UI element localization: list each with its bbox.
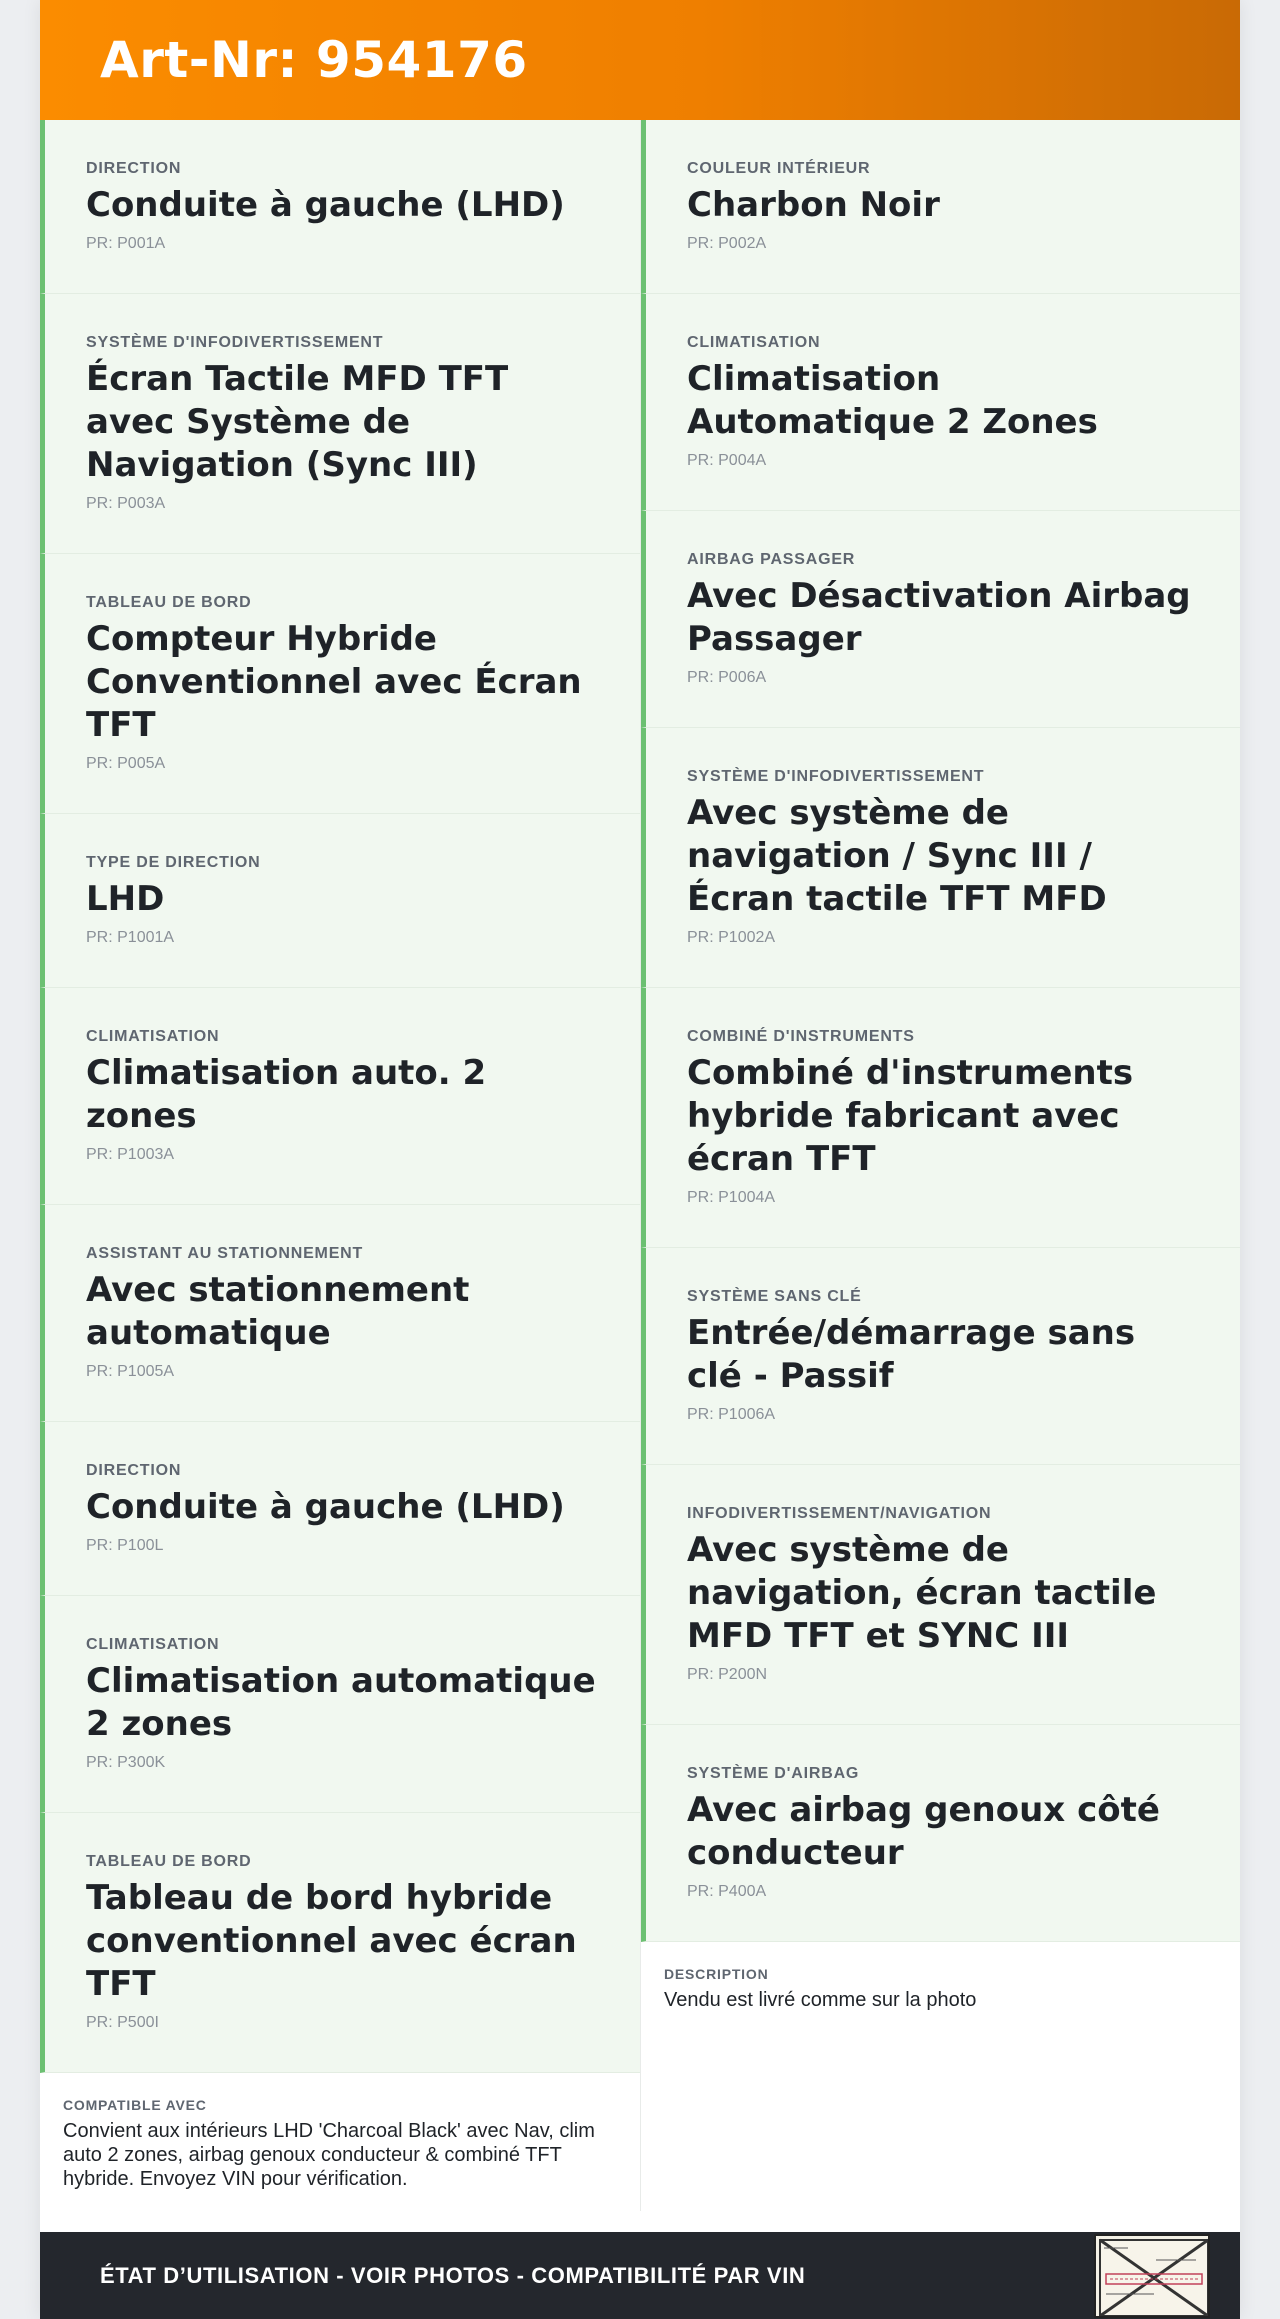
equipment-category-label: SYSTÈME D'INFODIVERTISSEMENT <box>687 768 985 785</box>
equipment-value: Avec système de navigation, écran tactile MFD TFT et SYNC III <box>687 1530 1157 1656</box>
envelope-stamp-icon <box>1094 2234 1210 2318</box>
equipment-value: Compteur Hybride Conventionnel avec Écran TFT <box>86 619 582 745</box>
equipment-value: Combiné d'instruments hybride fabricant avec écran TFT <box>687 1053 1134 1179</box>
pr-code: PR: P1001A <box>86 929 175 946</box>
article-number-title: Art-Nr: 954176 <box>100 31 528 89</box>
equipment-category-label: CLIMATISATION <box>687 334 821 351</box>
equipment-card <box>641 120 1240 294</box>
compatible-label: COMPATIBLE AVEC <box>63 2097 207 2113</box>
pr-code: PR: P003A <box>86 495 166 512</box>
equipment-card <box>40 1596 640 1813</box>
product-sheet <box>40 0 1240 2319</box>
equipment-card <box>641 294 1240 511</box>
equipment-value: Charbon Noir <box>687 185 940 225</box>
description-label: DESCRIPTION <box>664 1966 769 1982</box>
left-column <box>40 120 640 2211</box>
equipment-category-label: TABLEAU DE BORD <box>86 594 252 611</box>
equipment-card <box>641 1465 1240 1725</box>
right-card-list <box>641 120 1240 1942</box>
pr-code: PR: P001A <box>86 235 166 252</box>
equipment-category-label: CLIMATISATION <box>86 1028 220 1045</box>
equipment-card <box>40 554 640 814</box>
equipment-card <box>40 1422 640 1596</box>
equipment-category-label: TABLEAU DE BORD <box>86 1853 252 1870</box>
equipment-category-label: DIRECTION <box>86 1462 182 1479</box>
equipment-card <box>40 1205 640 1422</box>
equipment-category-label: TYPE DE DIRECTION <box>86 854 261 871</box>
equipment-value: LHD <box>86 879 165 919</box>
equipment-category-label: AIRBAG PASSAGER <box>687 551 856 568</box>
equipment-card <box>641 988 1240 1248</box>
equipment-category-label: SYSTÈME SANS CLÉ <box>687 1288 862 1305</box>
pr-code: PR: P1004A <box>687 1189 776 1206</box>
equipment-value: Avec système de navigation / Sync III / Écran tactile TFT MFD <box>687 793 1107 919</box>
equipment-category-label: CLIMATISATION <box>86 1636 220 1653</box>
pr-code: PR: P005A <box>86 755 166 772</box>
equipment-value: Climatisation auto. 2 zones <box>86 1053 487 1136</box>
footer-text: ÉTAT D’UTILISATION - VOIR PHOTOS - COMPATIBILITÉ PAR VIN <box>100 2262 806 2288</box>
pr-code: PR: P1003A <box>86 1146 175 1163</box>
equipment-card <box>641 1248 1240 1465</box>
pr-code: PR: P200N <box>687 1666 768 1683</box>
pr-code: PR: P300K <box>86 1754 166 1771</box>
equipment-card <box>40 988 640 1205</box>
pr-code: PR: P006A <box>687 669 767 686</box>
compatible-section <box>40 2073 640 2211</box>
pr-code: PR: P002A <box>687 235 767 252</box>
equipment-card <box>641 511 1240 728</box>
equipment-card <box>40 120 640 294</box>
footer-bar <box>40 2232 1240 2319</box>
description-text: Vendu est livré comme sur la photo <box>664 1989 977 2011</box>
equipment-value: Tableau de bord hybride conventionnel avec écran TFT <box>86 1878 577 2004</box>
equipment-category-label: SYSTÈME D'AIRBAG <box>687 1765 860 1782</box>
equipment-value: Avec stationnement automatique <box>86 1270 470 1353</box>
equipment-category-label: DIRECTION <box>86 160 182 177</box>
equipment-value: Conduite à gauche (LHD) <box>86 1487 565 1527</box>
equipment-category-label: COMBINÉ D'INSTRUMENTS <box>687 1028 915 1045</box>
equipment-value: Climatisation automatique 2 zones <box>86 1661 596 1744</box>
header-bar <box>40 0 1240 120</box>
pr-code: PR: P500I <box>86 2014 159 2031</box>
equipment-value: Conduite à gauche (LHD) <box>86 185 565 225</box>
equipment-card <box>641 1725 1240 1942</box>
equipment-category-label: COULEUR INTÉRIEUR <box>687 160 871 177</box>
description-section <box>641 1942 1240 2032</box>
equipment-value: Écran Tactile MFD TFT avec Système de Navigation (Sync III) <box>86 359 509 485</box>
pr-code: PR: P1006A <box>687 1406 776 1423</box>
pr-code: PR: P1005A <box>86 1363 175 1380</box>
equipment-card <box>40 294 640 554</box>
pr-code: PR: P100L <box>86 1537 164 1554</box>
compatible-text: Convient aux intérieurs LHD 'Charcoal Black' avec Nav, clim auto 2 zones, airbag genoux conducteur & combiné TFT hybride. Envoyez VIN pour vérification. <box>63 2120 595 2190</box>
equipment-grid <box>40 120 1240 2211</box>
equipment-value: Climatisation Automatique 2 Zones <box>687 359 1098 442</box>
pr-code: PR: P400A <box>687 1883 767 1900</box>
pr-code: PR: P004A <box>687 452 767 469</box>
equipment-value: Avec Désactivation Airbag Passager <box>687 576 1191 659</box>
pr-code: PR: P1002A <box>687 929 776 946</box>
equipment-card <box>40 1813 640 2073</box>
right-column <box>640 120 1240 2211</box>
equipment-value: Avec airbag genoux côté conducteur <box>687 1790 1160 1873</box>
equipment-card <box>40 814 640 988</box>
equipment-card <box>641 728 1240 988</box>
equipment-category-label: INFODIVERTISSEMENT/NAVIGATION <box>687 1505 992 1522</box>
left-card-list <box>40 120 640 2073</box>
equipment-category-label: ASSISTANT AU STATIONNEMENT <box>86 1245 364 1262</box>
equipment-category-label: SYSTÈME D'INFODIVERTISSEMENT <box>86 334 384 351</box>
equipment-value: Entrée/démarrage sans clé - Passif <box>687 1313 1136 1396</box>
